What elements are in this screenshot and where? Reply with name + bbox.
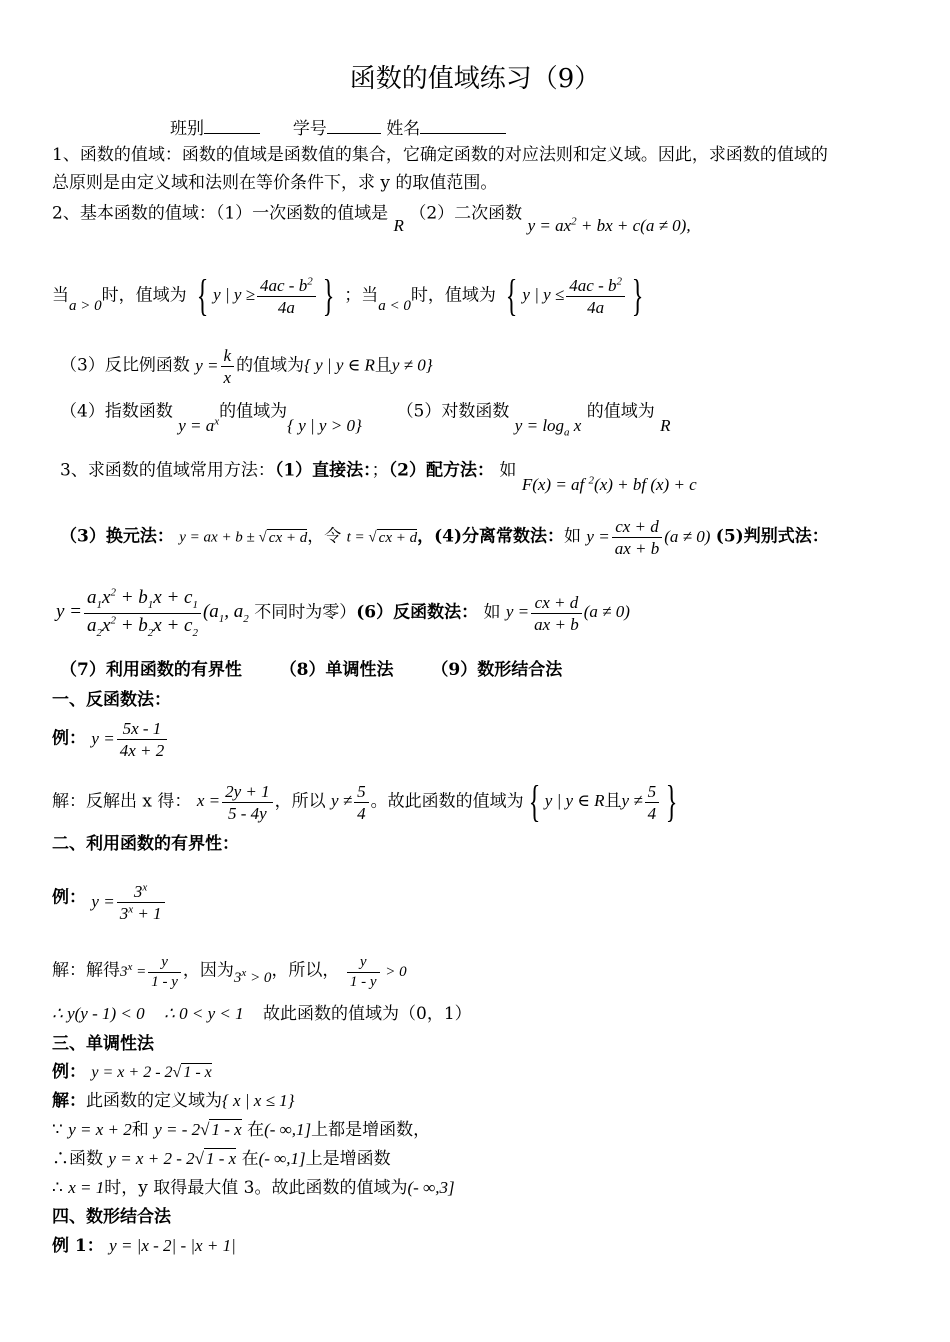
solution2-because: ，因为 [182,960,234,981]
substitution-formula: y = ax + b ± √ cx + d [179,529,308,546]
method-discriminant: (5)判别式法： [715,526,829,547]
not-both-zero-text: 不同时为零） [254,602,357,623]
solution2-interval: ∴ 0 < y < 1 [164,1004,244,1023]
quadratic-label: （2）二次函数 [409,203,523,224]
log-range-R: R [660,415,671,435]
solution2-product: ∴ y(y - 1) < 0 [52,1004,145,1023]
interval-1: (- ∞,1] [264,1120,312,1139]
therefore-symbol: ∴ [52,1178,63,1198]
section1-heading: 一、反函数法： [52,690,171,710]
method-direct: （1）直接法： [274,460,372,481]
section1-example [52,718,169,762]
example-label-1: 例： [52,728,86,749]
because-symbol: ∵ [52,1120,63,1140]
example4-formula: y = |x - 2| - |x + 1| [109,1236,236,1255]
when-text-1: 当 [52,285,69,306]
exp-formula: $y = a^x$ [178,415,220,435]
fn-part2: y = - 2√ 1 - x [154,1120,242,1139]
class-blank [204,117,260,134]
range-set-negative: { y | y ≤ $\frac{4ac - b^2}{4a}$ } [506,271,644,320]
increasing-text-2: 上是增函数 [305,1149,391,1169]
interval-2: (- ∞,1] [258,1149,306,1168]
inverse-proportion-line [60,345,433,389]
method-separate-constant: ，(4)分离常数法： [417,526,565,547]
section3-domain [52,1091,294,1111]
discriminant-formula: y = $\frac{a_1x^2 + b_1x + c_1}{a_2x^2 + b_2x + c_2}$ ($a_1$, $a_2$ [56,586,249,639]
fn-part1: y = x + 2 [68,1120,132,1139]
methods-intro: 3、求函数的值域常用方法： [60,460,275,481]
substitution-t: t = √ cx + d [346,529,418,546]
solution1-prefix: 解：反解出 x 得： [52,791,192,812]
range-text-2: 时，值域为 [410,285,496,306]
solution1-inverse: x = $\frac{2y + 1}{5 - 4y}$ [197,791,275,810]
range-text-1: 时，值域为 [101,285,187,306]
exp-range-set: { y | y > 0} [287,415,362,435]
method-graphical: （9）数形结合法 [431,660,563,680]
therefore-function: ∴函数 [52,1149,103,1169]
solution1-range: { y | y ∈ R且y ≠ $\frac{5}{4}$ } [528,777,678,826]
completing-square-formula: F(x) = af $^2$(x) + bf (x) + c [521,474,697,494]
method-separator: ； [371,460,389,481]
increasing-text-1: 上都是增函数， [311,1120,431,1140]
name-blank [420,117,506,134]
linear-range-text: 2、基本函数的值域：（1）一次函数的值域是 [52,203,389,224]
section3-line4 [52,1178,455,1198]
in-text-2: 在 [241,1149,259,1169]
in-text-1: 在 [247,1120,265,1140]
log-formula: $y = \log_a x$ [514,415,582,439]
methods-line1 [60,460,697,494]
solution1-hence: 。故此函数的值域为 [370,791,524,812]
range-set-positive: { y | y ≥ $\frac{4ac - b^2}{4a}$ } [196,271,335,320]
max-value-text: 时，y 取得最大值 3。故此函数的值域为 [104,1178,408,1198]
section4-example [52,1236,236,1256]
section3-example [52,1062,212,1082]
example2-formula: y = $\frac{3^x}{3^x + 1}$ [91,892,166,911]
solution2-result: 故此函数的值域为（0，1） [263,1004,472,1024]
exp-range-text: 的值域为 [219,401,288,422]
method-substitution: （3）换元法： [60,526,174,547]
inverse-label: （3）反比例函数 [60,355,190,376]
section4-heading: 四、数形结合法 [52,1207,171,1227]
student-info-line [170,117,506,139]
section2-example [52,877,167,924]
solution3-domain-set: { x | x ≤ 1} [222,1091,295,1110]
inverse-formula: y = $\frac{k}{x}$ [195,356,236,375]
solution3-label: 解： [52,1091,86,1111]
section3-line2 [52,1120,430,1140]
id-blank [327,117,381,134]
class-label: 班别 [170,119,204,139]
inverse-method-formula: y = $\frac{cx + d}{ax + b}$ (a ≠ 0) [505,592,630,634]
example-word-2: 如 [564,526,582,547]
cond-a-negative: a < 0 [378,298,411,315]
log-range-text: 的值域为 [586,401,655,422]
quadratic-ranges [52,270,648,323]
semicolon-when: ；当 [344,285,379,306]
example1-formula: y = $\frac{5x - 1}{4x + 2}$ [91,729,169,748]
intro-para1-line2: 总原则是由定义域和法则在等价条件下，求 y 的取值范围。 [52,173,498,193]
methods-line3 [56,586,630,640]
log-label: （5）对数函数 [396,401,510,422]
quadratic-formula: $y = ax^2$ + bx + c(a ≠ 0), [527,215,691,235]
inverse-range-text: 的值域为 [236,355,305,376]
real-set-symbol: R [393,215,404,235]
solution2-so: ，所以， [271,960,340,981]
fn-full: y = x + 2 - 2√ 1 - x [108,1149,237,1168]
section2-conclusion [52,1004,472,1024]
solution2-positive: $3^x > 0$ [233,966,272,986]
solution2-prefix: 解：解得 [52,960,120,981]
method-monotonic: （8）单调性法 [279,660,394,680]
section3-range: (- ∞,3] [407,1178,455,1197]
solution3-domain-text: 此函数的定义域为 [86,1091,222,1111]
intro-para2 [52,203,691,235]
exp-log-line [60,401,671,439]
x-equals-1: x = 1 [68,1178,105,1197]
and-text: 和 [131,1120,149,1140]
method-completing-square: （2）配方法： [388,460,495,481]
name-label: 姓名 [386,119,421,139]
inverse-range-set: { y | y ∈ R且y ≠ 0} [304,355,433,375]
example-label-3: 例： [52,1062,86,1082]
section3-line3 [52,1149,391,1169]
example-word-3: 如 [483,602,501,623]
section1-solution [52,776,682,829]
method-boundedness: （7）利用函数的有界性 [60,660,242,680]
section3-heading: 三、单调性法 [52,1034,154,1054]
id-label: 学号 [292,119,327,139]
method-inverse: (6）反函数法： [356,602,479,623]
methods-line2 [60,516,829,560]
separate-constant-formula: y = $\frac{cx + d}{ax + b}$ (a ≠ 0) [586,517,711,559]
solution2-ineq: $\frac{y}{1 - y}$ > 0 [345,964,407,980]
example-word-1: 如 [499,460,517,481]
solution1-condition: y ≠ $\frac{5}{4}$ [331,791,371,810]
example-label-2: 例： [52,887,86,908]
cond-a-positive: a > 0 [69,298,102,315]
example-label-4: 例 1： [52,1236,104,1256]
methods-line4 [60,660,562,680]
let-text: ，令 [307,526,342,547]
section2-heading: 二、利用函数的有界性： [52,834,239,854]
page-title: 函数的值域练习（9） [349,64,601,94]
intro-para1-line1: 1、函数的值域：函数的值域是函数值的集合，它确定函数的对应法则和定义域。因此，求函数的值域的 [52,145,828,165]
solution1-so: ，所以 [274,791,326,812]
example3-formula: y = x + 2 - 2√ 1 - x [91,1064,212,1081]
section2-solution [52,953,407,992]
solution2-expr: $3^x$ = $\frac{y}{1 - y}$ [120,964,183,980]
exp-label: （4）指数函数 [60,401,173,422]
